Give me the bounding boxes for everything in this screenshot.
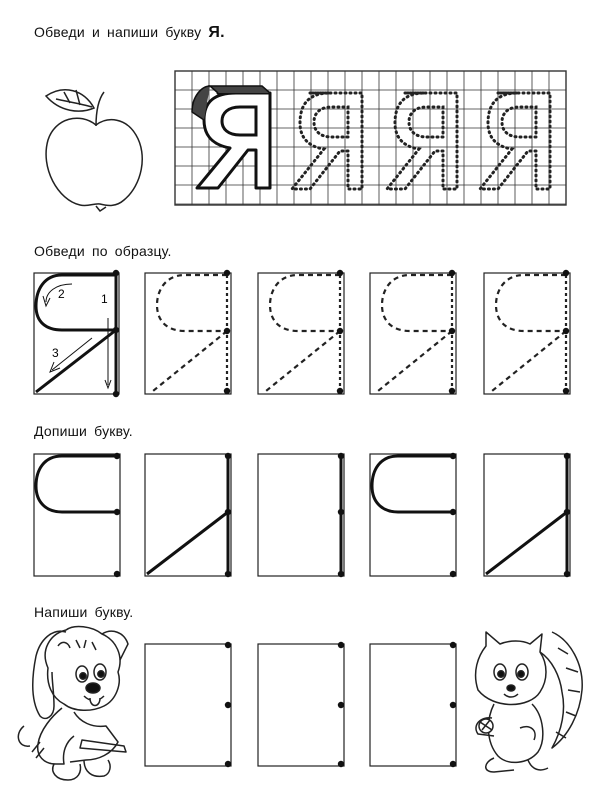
instruction-trace-by-sample: Обведи по образцу. [34,243,172,259]
sample-card [34,270,119,397]
complete-letter-card[interactable] [484,453,570,577]
instruction-letter: Я. [208,24,225,41]
instruction-text: Обведи и напиши букву [34,24,202,40]
stroke-number-3: 3 [52,346,59,360]
complete-letter-card[interactable] [258,453,344,577]
write-letter-card[interactable] [145,642,231,767]
dashed-letter [153,275,227,391]
dashed-letter [378,275,452,391]
instruction-complete-letter: Допиши букву. [34,423,133,439]
traced-letter-dotted [292,93,362,189]
dashed-letter [266,275,340,391]
stroke-number-1: 1 [101,292,108,306]
trace-card[interactable] [370,270,456,394]
complete-letter-card[interactable] [370,453,456,577]
complete-letter-card[interactable] [145,453,231,577]
traced-letter-dotted [387,93,457,189]
sample-letter-solid [192,86,270,188]
complete-letter-card[interactable] [34,453,120,577]
stroke-number-2: 2 [58,287,65,301]
trace-card[interactable] [484,270,570,394]
squirrel-illustration [476,632,583,772]
write-letter-card[interactable] [370,642,456,767]
puppy-illustration [18,627,128,780]
trace-card[interactable] [145,270,231,394]
apple-illustration [46,90,142,211]
dashed-letter [492,275,566,391]
write-letter-card[interactable] [258,642,344,767]
instruction-write-letter: Напиши букву. [34,604,134,620]
trace-card[interactable] [258,270,344,394]
